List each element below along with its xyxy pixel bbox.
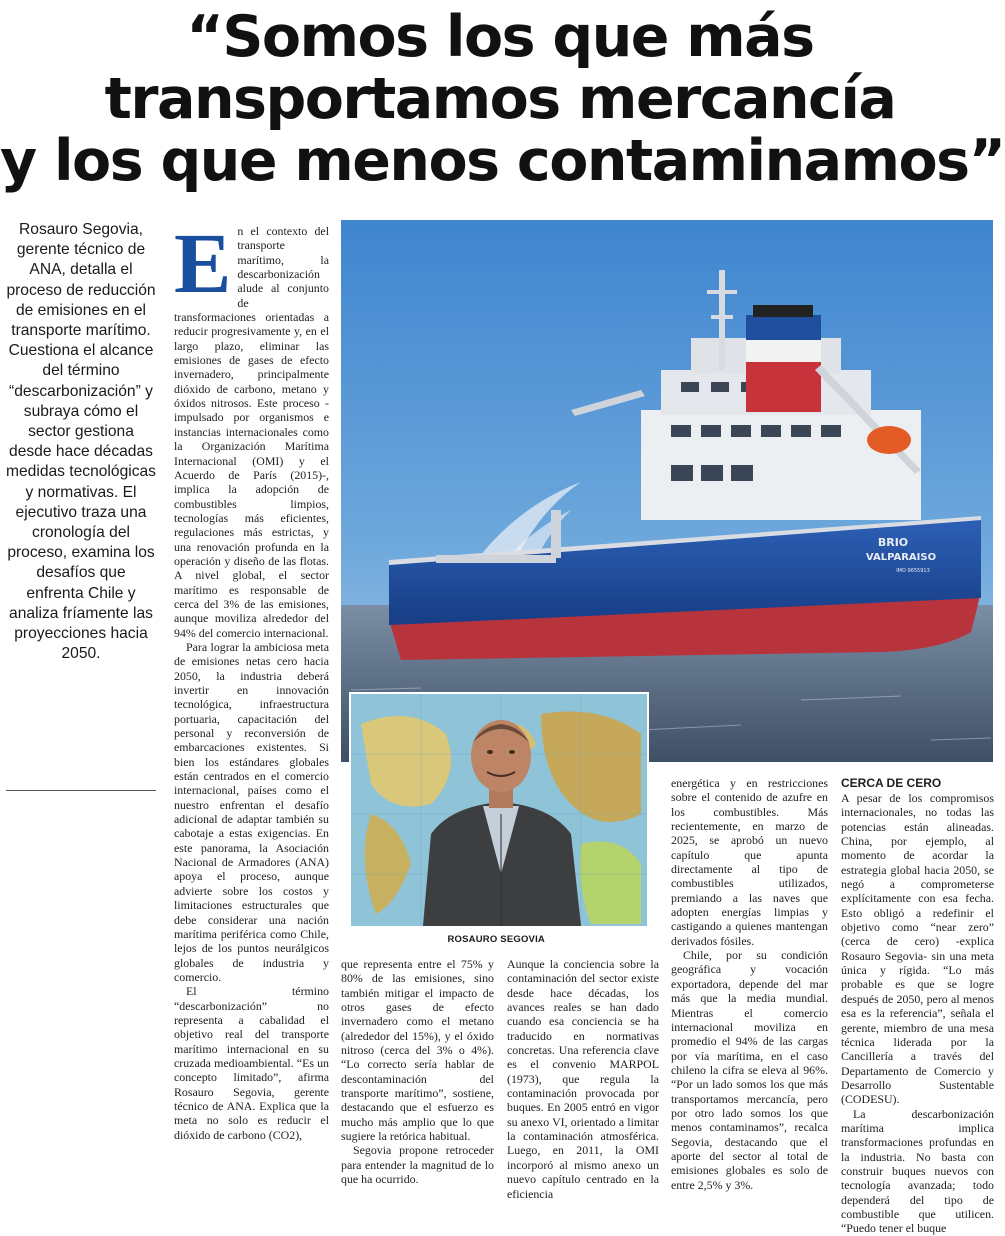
drop-cap: E (174, 215, 232, 311)
headline (0, 4, 1005, 194)
ship-photo (341, 220, 993, 762)
ship-illustration (341, 220, 993, 762)
paragraph-1-text: n el contexto del transporte marítimo, la descarbonización alude al conjunto de transformaciones orientadas a reducir progresivamente y, en el largo plazo, eliminar las emisiones de gases de efecto invernadero, principalmente dióxido de carbono, metano y óxidos nitrosos. Este proceso -impulsado por organismos e instancias internacionales como la Organización Marítima Internacional (OMI) y el Acuerdo de París (2015)-, implica la adopción de combustibles limpios, tecnologías más eficientes, regulaciones más estrictas, y una renovación profunda en la operación y diseño de las flotas. A nivel global, el sector marítimo es responsable de cerca del 3% de las emisiones, aunque moviliza alrededor del 94% del comercio internacional. (174, 224, 329, 640)
portrait-photo (349, 692, 649, 928)
body-column-1 (174, 215, 329, 1142)
paragraph-4: que representa entre el 75% y 80% de las emisiones, sino también mitigar el impacto de otros gases de efecto invernadero como el metano (alrededor del 15%), y el óxido nitroso (cerca del 3% o 4%). “Lo correcto sería hablar de descontaminación del transporte marítimo”, sostiene, destacando que el esfuerzo es mucho más amplio que lo que sugiere la retórica habitual. (341, 957, 494, 1144)
body-column-4 (671, 776, 828, 1192)
ship-imo: IMO 9655913 (896, 568, 930, 574)
section-subhead: CERCA DE CERO (841, 776, 942, 790)
article-deck: Rosauro Segovia, gerente técnico de ANA, detalla el proceso de reducción de emisiones en el transporte marítimo. Cuestiona el alcance del término “descarbonización” y subraya cómo el sector gestiona desde hace décadas medidas tecnológicas y normativas. El ejecutivo traza una cronología del proceso, examina los desafíos que enfrenta Chile y analiza fríamente las proyecciones hacia 2050. (6, 221, 156, 663)
portrait-illustration (351, 694, 647, 926)
ship-port: VALPARAISO (865, 552, 937, 563)
deck-divider (6, 790, 156, 791)
headline-line-3: y los que menos contaminamos” (0, 128, 1005, 194)
body-column-2 (341, 957, 494, 1187)
paragraph-7: energética y en restricciones sobre el contenido de azufre en los combustibles. Más recientemente, en marzo de 2025, se aprobó un nuevo capítulo que apunta directamente al tipo de combustibles utilizados, premiando a las naves que adopten energías limpias y castigando a quienes mantengan derivados fósiles. (671, 776, 828, 948)
portrait-caption: ROSAURO SEGOVIA (447, 934, 545, 945)
paragraph-8: Chile, por su condición geográfica y vocación exportadora, depende del mar más que la media mundial. Mientras el comercio internacional moviliza en promedio el 94% de las cargas por vía marítima, en el caso chileno la cifra se eleva al 96%. “Por un lado somos los que más transportamos mercancía, pero por otro lado somos los que menos contaminamos”, recalca Segovia, destacando que el aporte del sector al total de emisiones globales es solo de entre 2,5% y 3%. (671, 948, 828, 1192)
paragraph-2: Para lograr la ambiciosa meta de emisiones netas cero hacia 2050, la industria deberá invertir en innovación tecnológica, infraestructura portuaria, capacitación del personal y reconversión de embarcaciones existentes. Si bien los estándares globales están centrados en el comercio internacional, países como el nuestro enfrentan el desafío adicional de adaptar también su cabotaje a estas exigencias. En este panorama, la Asociación Nacional de Armadores (ANA) apoya el proceso, aunque advierte sobre los costos y limitaciones estructurales que debe considerar una nación marítima periférica como Chile, lejos de los puntos neurálgicos globales de industria y comercio. (174, 639, 329, 984)
paragraph-3: El término “descarbonización” no representa a cabalidad el objetivo real del transporte marítimo internacional en su cruzada medioambiental. “Es un concepto limitado”, afirma Rosauro Segovia, gerente técnico de ANA. Explica que la meta no solo es reducir el dióxido de carbono (CO2), (174, 984, 329, 1142)
ship-name: BRIO (877, 536, 909, 549)
paragraph-5: Segovia propone retroceder para entender la magnitud de lo que ha ocurrido. (341, 1143, 494, 1187)
headline-line-2: transportamos mercancía (104, 66, 896, 132)
body-column-5 (841, 776, 994, 1236)
headline-line-1: “Somos los que más (186, 4, 814, 70)
paragraph-9: A pesar de los compromisos internacionales, no todas las potencias están alineadas. China, por ejemplo, al momento de acordar la estrategia global hacia 2050, se negó a comprometerse explícitamente con esa fecha. Esto obligó a redefinir el objetivo como “near zero” (cerca de cero) -explica Rosauro Segovia- sin una meta única y rígida. “Lo más probable es que se logre después de 2050, pero al menos esa es la referencia”, señala el gerente, miembro de una mesa técnica liderada por la Cancillería a través del Departamento de Comercio y Desarrollo Sustentable (CODESU). (841, 791, 994, 1107)
paragraph-1 (174, 215, 329, 640)
paragraph-6: Aunque la conciencia sobre la contaminación del sector existe desde hace décadas, los avances reales se han dado cuando esa conciencia se ha traducido en normativas concretas. Una referencia clave es el convenio MARPOL (1973), que regula la contaminación provocada por buques. En 2005 entró en vigor su anexo VI, orientado a limitar la contaminación atmosférica. Luego, en 2011, la OMI incorporó al mismo anexo un nuevo capítulo centrado en la eficiencia (507, 957, 659, 1201)
body-column-3 (507, 957, 659, 1201)
paragraph-10: La descarbonización marítima implica transformaciones profundas en la industria. No basta con construir buques nuevos con tecnología avanzada; todo dependerá del tipo de combustible que utilicen. “Puedo tener el buque (841, 1106, 994, 1236)
